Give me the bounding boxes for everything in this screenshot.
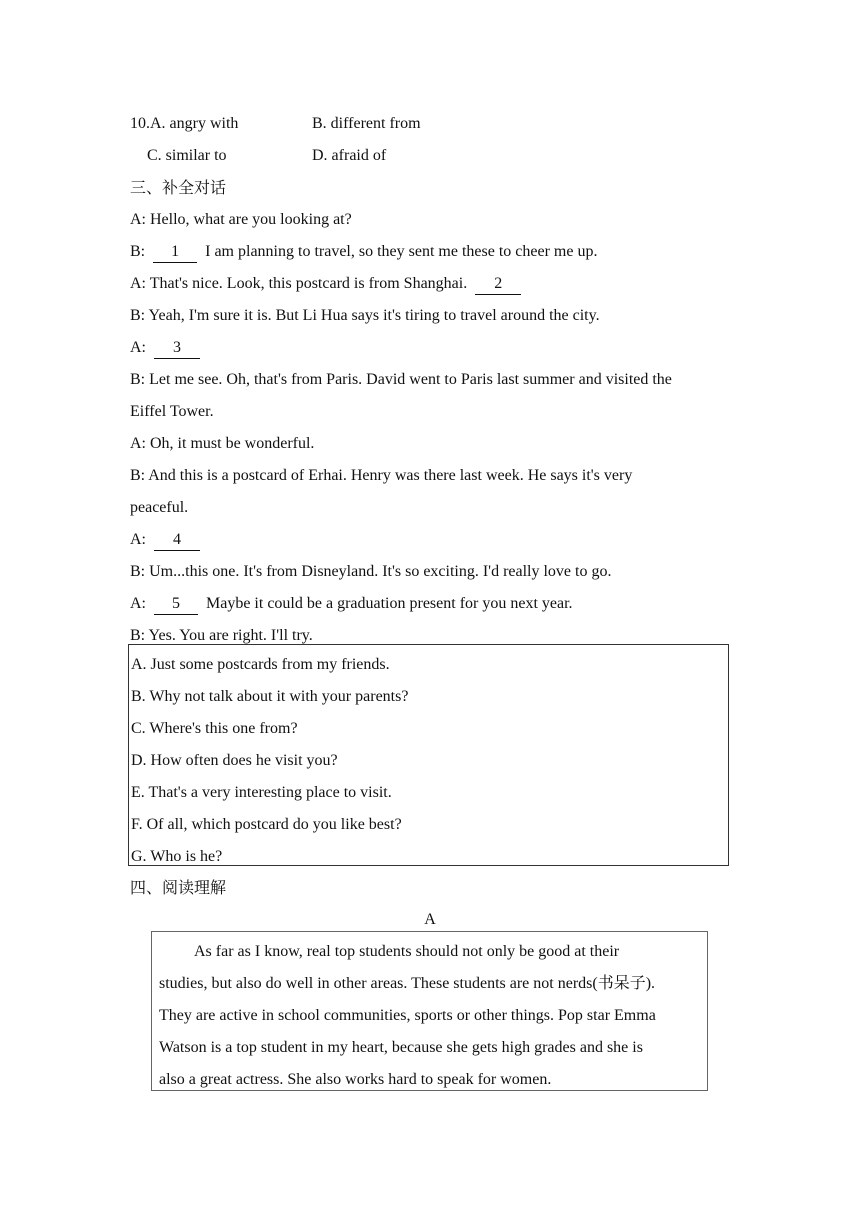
dialogue-text: Oh, it must be wonderful. bbox=[150, 435, 315, 452]
dialogue-line-3 bbox=[130, 268, 521, 300]
option-c: C. Where's this one from? bbox=[131, 720, 298, 737]
speaker: B: bbox=[130, 563, 146, 580]
dialogue-line-12 bbox=[130, 556, 611, 588]
dialogue-line-1 bbox=[130, 204, 352, 236]
dialogue-text: That's nice. Look, this postcard is from Shanghai. bbox=[149, 275, 468, 292]
speaker: B: bbox=[130, 627, 146, 644]
section3-heading: 三、补全对话 bbox=[130, 178, 227, 197]
dialogue-text: Eiffel Tower. bbox=[130, 403, 214, 420]
dialogue-text: Let me see. Oh, that's from Paris. David went to Paris last summer and visited the bbox=[149, 371, 672, 388]
dialogue-text: Hello, what are you looking at? bbox=[150, 211, 352, 228]
speaker: A: bbox=[130, 531, 146, 548]
q10-option-c-row bbox=[147, 140, 227, 172]
option-d: D. How often does he visit you? bbox=[131, 752, 338, 769]
speaker: A: bbox=[130, 339, 146, 356]
passage-title: A bbox=[424, 911, 436, 928]
speaker: B: bbox=[130, 371, 146, 388]
speaker: A: bbox=[130, 435, 146, 452]
speaker: B: bbox=[130, 243, 146, 260]
speaker: B: bbox=[130, 307, 146, 324]
dialogue-line-5 bbox=[130, 332, 200, 364]
speaker: A: bbox=[130, 275, 146, 292]
q10-option-b-row bbox=[312, 108, 421, 140]
dialogue-line-11 bbox=[130, 524, 200, 556]
dialogue-text: Maybe it could be a graduation present for you next year. bbox=[206, 595, 573, 612]
dialogue-line-13 bbox=[130, 588, 573, 620]
q10-option-c: C. similar to bbox=[147, 147, 227, 164]
q10-option-d-row bbox=[312, 140, 386, 172]
dialogue-line-6 bbox=[130, 364, 672, 396]
dialogue-text: And this is a postcard of Erhai. Henry was there last week. He says it's very bbox=[148, 467, 633, 484]
dialogue-text: Um...this one. It's from Disneyland. It's so exciting. I'd really love to go. bbox=[149, 563, 612, 580]
passage-line-5: also a great actress. She also works hard to speak for women. bbox=[159, 1071, 552, 1088]
q10-option-a: A. angry with bbox=[150, 115, 239, 132]
speaker: A: bbox=[130, 595, 146, 612]
dialogue-line-7 bbox=[130, 396, 214, 428]
answer-blank-2[interactable]: 2 bbox=[475, 275, 521, 295]
speaker: B: bbox=[130, 467, 146, 484]
option-f: F. Of all, which postcard do you like best? bbox=[131, 816, 402, 833]
answer-blank-1[interactable]: 1 bbox=[153, 243, 197, 263]
dialogue-line-8 bbox=[130, 428, 314, 460]
option-g: G. Who is he? bbox=[131, 848, 223, 865]
option-a: A. Just some postcards from my friends. bbox=[131, 656, 390, 673]
passage-line-3: They are active in school communities, sports or other things. Pop star Emma bbox=[159, 1007, 656, 1024]
dialogue-line-10 bbox=[130, 492, 188, 524]
q10-option-b: B. different from bbox=[312, 115, 421, 132]
speaker: A: bbox=[130, 211, 146, 228]
q10-number: 10. bbox=[130, 115, 150, 132]
answer-blank-3[interactable]: 3 bbox=[154, 339, 200, 359]
dialogue-line-2 bbox=[130, 236, 597, 268]
option-e: E. That's a very interesting place to visit. bbox=[131, 784, 392, 801]
q10-row-1 bbox=[130, 108, 238, 140]
dialogue-text: Yes. You are right. I'll try. bbox=[148, 627, 313, 644]
option-b: B. Why not talk about it with your parents? bbox=[131, 688, 409, 705]
dialogue-line-9 bbox=[130, 460, 632, 492]
dialogue-text: peaceful. bbox=[130, 499, 189, 516]
dialogue-text: Yeah, I'm sure it is. But Li Hua says it's tiring to travel around the city. bbox=[148, 307, 600, 324]
passage-line-1: As far as I know, real top students should not only be good at their bbox=[194, 943, 620, 960]
passage-box bbox=[151, 931, 708, 1091]
dialogue-line-4 bbox=[130, 300, 600, 332]
answer-blank-5[interactable]: 5 bbox=[154, 595, 198, 615]
passage-line-2: studies, but also do well in other areas. These students are not nerds(书呆子). bbox=[159, 975, 656, 992]
passage-line-4: Watson is a top student in my heart, because she gets high grades and she is bbox=[159, 1039, 643, 1056]
answer-blank-4[interactable]: 4 bbox=[154, 531, 200, 551]
dialogue-text: I am planning to travel, so they sent me these to cheer me up. bbox=[205, 243, 598, 260]
q10-option-d: D. afraid of bbox=[312, 147, 387, 164]
section4-heading: 四、阅读理解 bbox=[130, 878, 227, 897]
options-box bbox=[128, 644, 729, 866]
